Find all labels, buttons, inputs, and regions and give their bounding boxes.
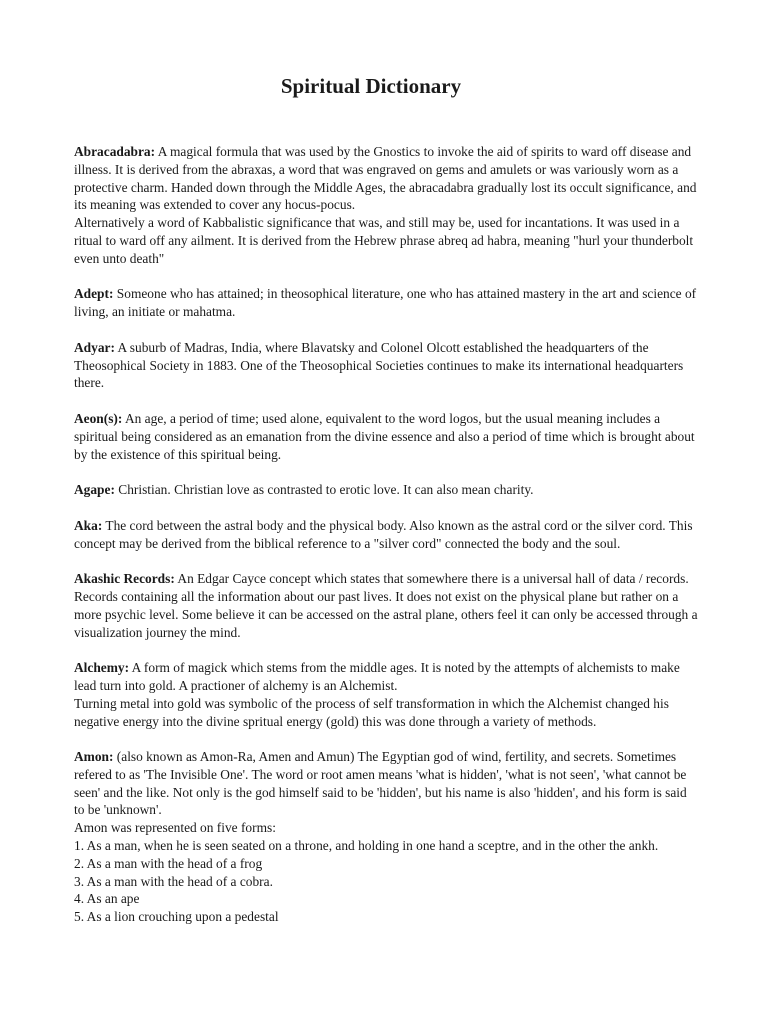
page-title: Spiritual Dictionary bbox=[280, 74, 462, 98]
entry-definition-text: Someone who has attained; in theosophical literature, one who has attained mastery in the art and science of living, an initiate or mahatma. bbox=[74, 286, 697, 320]
entry-paragraph bbox=[74, 855, 698, 873]
dictionary-entry bbox=[74, 570, 698, 641]
entry-term: Alchemy: bbox=[74, 660, 130, 676]
entry-definition-text: A form of magick which stems from the middle ages. It is noted by the attempts of alchemists to make lead turn into gold. A practioner of alchemy is an Alchemist. bbox=[74, 660, 680, 693]
dictionary-entry bbox=[74, 517, 698, 553]
entry-paragraph bbox=[74, 517, 698, 553]
entry-paragraph bbox=[74, 873, 698, 891]
dictionary-entry bbox=[74, 659, 698, 730]
dictionary-entry bbox=[74, 410, 698, 463]
entry-definition-text: An Edgar Cayce concept which states that somewhere there is a universal hall of data / records. Records containing all the information about our past lives. It does not exist on the physical plane but rather on a more psychic level. Some believe it can be accessed on the astral plane, others feel it can only be accessed through a visualization journey the mind. bbox=[74, 571, 698, 640]
entry-term: Amon: bbox=[74, 749, 114, 765]
entry-definition-text: 3. As a man with the head of a cobra. bbox=[74, 873, 273, 889]
entry-term: Adept: bbox=[74, 286, 114, 302]
entry-definition-text: 2. As a man with the head of a frog bbox=[74, 855, 263, 871]
entry-paragraph bbox=[74, 819, 698, 837]
entry-definition-text: A suburb of Madras, India, where Blavatsky and Colonel Olcott established the headquarters of the Theosophical Society in 1883. One of the Theosophical Societies continues to make its international headquarters there. bbox=[74, 339, 684, 391]
dictionary-entry bbox=[74, 285, 698, 321]
entry-definition-text: Amon was represented on five forms: bbox=[74, 820, 276, 836]
entry-paragraph bbox=[74, 837, 698, 855]
entry-term: Aeon(s): bbox=[74, 410, 123, 426]
entry-paragraph bbox=[74, 481, 698, 499]
entry-definition-text: Alternatively a word of Kabbalistic significance that was, and still may be, used for incantations. It was used in a ritual to ward off any ailment. It is derived from the Hebrew phrase abreq ad habra, meaning "hurl your thunderbolt even unto death" bbox=[74, 215, 694, 266]
entry-term: Akashic Records: bbox=[74, 571, 175, 587]
entry-paragraph bbox=[74, 908, 698, 926]
entry-definition-text: A magical formula that was used by the Gnostics to invoke the aid of spirits to ward off disease and illness. It is derived from the abraxas, a word that was engraved on gems and amulets or was variously worn as a protective charm. Handed down through the Middle Ages, the abracadabra gradually lost its occult significance, and its meaning was extended to cover any hocus-pocus. bbox=[74, 144, 697, 213]
dictionary-entry bbox=[74, 748, 698, 926]
entry-definition-text: (also known as Amon-Ra, Amen and Amun) The Egyptian god of wind, fertility, and secrets. Sometimes refered to as 'The Invisible One'. The word or root amen means 'what is hidden', 'what is not seen', 'what cannot be seen' and the like. Not only is the god himself said to be 'hidden', but his name is also 'hidden', and his form is said to be 'unknown'. bbox=[74, 749, 687, 818]
entry-paragraph bbox=[74, 214, 698, 267]
entry-paragraph bbox=[74, 890, 698, 908]
entry-definition-text: 5. As a lion crouching upon a pedestal bbox=[74, 909, 279, 925]
entry-term: Adyar: bbox=[74, 339, 115, 355]
entry-definition-text: The cord between the astral body and the physical body. Also known as the astral cord or the silver cord. This concept may be derived from the biblical reference to a "silver cord" connected the body and the soul. bbox=[74, 517, 693, 551]
entry-definition-text: Turning metal into gold was symbolic of the process of self transformation in which the Alchemist changed his negative energy into the divine spritual energy (gold) this was done through a variety of methods. bbox=[74, 695, 669, 729]
dictionary-entries bbox=[74, 143, 698, 944]
entry-paragraph bbox=[74, 339, 698, 392]
entry-paragraph bbox=[74, 695, 698, 731]
entry-definition-text: An age, a period of time; used alone, equivalent to the word logos, but the usual meaning includes a spiritual being considered as an emanation from the divine essence and also a period of time which is brought about by the existence of this spiritual being. bbox=[74, 410, 695, 462]
entry-paragraph bbox=[74, 410, 698, 463]
entry-term: Aka: bbox=[74, 517, 103, 533]
entry-paragraph bbox=[74, 143, 698, 214]
entry-paragraph bbox=[74, 570, 698, 641]
entry-definition-text: 1. As a man, when he is seen seated on a throne, and holding in one hand a sceptre, and in the other the ankh. bbox=[74, 838, 659, 854]
dictionary-entry bbox=[74, 481, 698, 499]
entry-definition-text: Christian. Christian love as contrasted to erotic love. It can also mean charity. bbox=[118, 482, 534, 498]
entry-term: Abracadabra: bbox=[74, 144, 156, 159]
entry-paragraph bbox=[74, 748, 698, 819]
dictionary-entry bbox=[74, 143, 698, 268]
dictionary-entry bbox=[74, 339, 698, 392]
entry-paragraph bbox=[74, 285, 698, 321]
entry-definition-text: 4. As an ape bbox=[74, 891, 140, 907]
entry-paragraph bbox=[74, 659, 698, 695]
entry-term: Agape: bbox=[74, 482, 115, 498]
